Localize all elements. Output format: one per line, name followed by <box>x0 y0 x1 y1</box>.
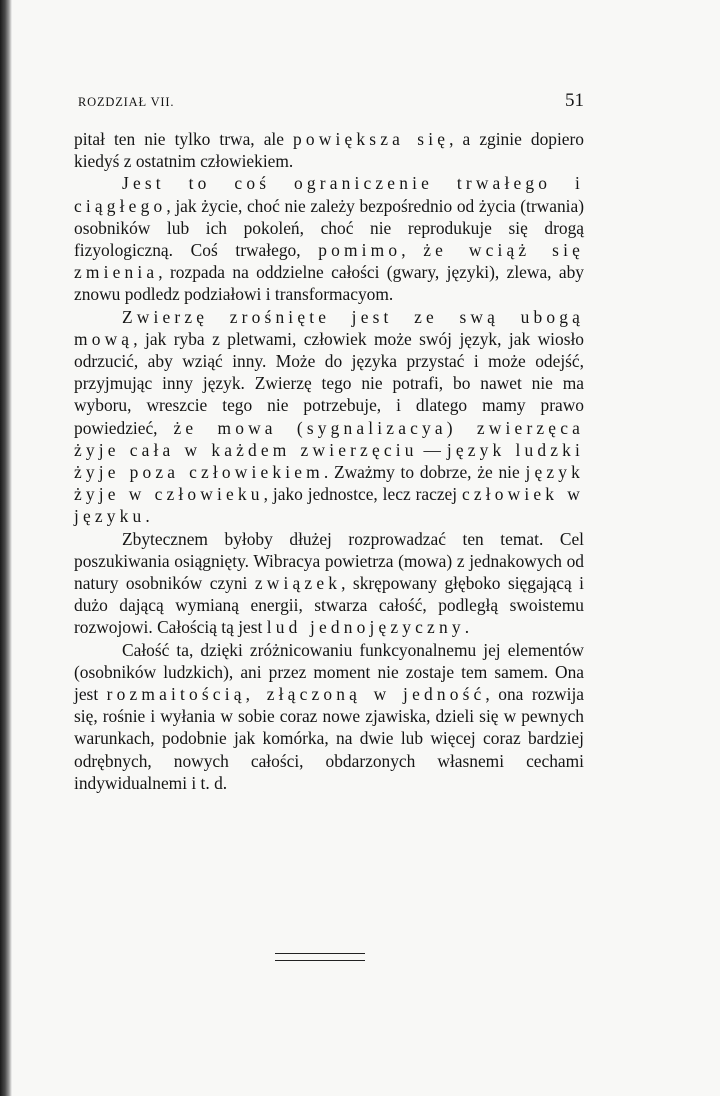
spaced-emphasis: że mowa (sygnalizacya) zwierzęca żyje cała w każdem zwierzęciu <box>74 417 584 460</box>
spaced-emphasis: powiększa się <box>293 129 450 149</box>
spaced-emphasis: Jest to coś ograniczenie trwałego i ciągłego <box>74 173 584 216</box>
paragraph-4 <box>74 528 584 639</box>
page-header <box>78 90 584 112</box>
spaced-emphasis: język żyje w człowieku <box>74 462 585 505</box>
text-run: , <box>401 240 424 261</box>
body-text <box>74 128 584 794</box>
paragraph-5 <box>74 639 584 794</box>
text-run: , ona rozwija się, rośnie i wyłania w sobie coraz nowe zjawiska, dzieli się w pewnych warunkach, podobnie jak komórka, na dwie lub więcej coraz bardziej odrębnych, nowych całości, obdarzonych własnemi cechami indywidualnemi i t. d. <box>74 684 584 793</box>
page-number: 51 <box>565 90 584 111</box>
text-run: Całość ta, dzięki zróżnicowaniu funkcyonalnemu jej elementów (osobników ludzkich), ani przez moment nie zostaje tem samem. Ona jest <box>74 639 584 705</box>
paragraph-2 <box>74 172 584 305</box>
text-run: . <box>145 506 150 527</box>
text-run: pitał ten nie tylko trwa, ale <box>74 129 294 149</box>
paragraph-1 <box>74 128 584 172</box>
spaced-emphasis: język ludzki żyje poza człowiekiem <box>74 439 584 483</box>
text-run: , jak życie, choć nie zależy bezpośrednio od życia (trwania) osobników lub ich pokoleń, choć nie reprodukuje się drogą fizyologiczną. Coś trwałego, <box>74 195 584 261</box>
spaced-emphasis: pomimo <box>318 240 402 261</box>
text-run: Zbytecznem byłoby dłużej rozprowadzać ten temat. Cel poszukiwania osiągnięty. Wibracya powietrza (mowa) z jednakowych od natury osobników czyni <box>74 528 584 594</box>
spaced-emphasis: człowiek w języku <box>74 484 585 527</box>
text-run: , jak ryba z pletwami, człowiek może swój język, jak wiosło odrzucić, aby wziąć inny. Może do języka przystać i może odejść, przyjmując inny język. Zwierzę tego nie potrafi, bo nawet nie ma wyboru, wreszcie tego nie potrzebuje, i dlatego mamy prawo powiedzieć, <box>74 328 584 438</box>
text-run: — <box>417 439 447 460</box>
spaced-emphasis: że wciąż się zmienia <box>74 240 584 283</box>
text-run: . <box>464 617 470 638</box>
text-run: . Zważmy to dobrze, że nie <box>323 462 526 483</box>
spaced-emphasis: lud jednojęzyczny <box>266 617 465 638</box>
closing-rule-top <box>275 953 365 954</box>
text-run: , jako jednostce, lecz raczej <box>263 484 462 505</box>
spaced-emphasis: Zwierzę zrośnięte jest ze swą ubogą mową <box>74 306 584 349</box>
text-run: , skrępowany głęboko sięgającą i dużo dającą wymianą energii, stwarza całość, podległą swoistemu rozwojowi. Całością tą jest <box>74 573 584 638</box>
paragraph-3 <box>74 306 584 528</box>
running-head: ROZDZIAŁ VII. <box>78 95 175 109</box>
spaced-emphasis: związek <box>254 573 342 594</box>
text-run: , rozpada na oddzielne całości (gwary, języki), zlewa, aby znowu podledz podziałowi i transformacyom. <box>74 262 584 305</box>
closing-rule-bottom <box>275 960 365 961</box>
spaced-emphasis: rozmaitością, złączoną w jedność <box>106 684 486 705</box>
page-binding-edge <box>0 0 12 1096</box>
text-run: , a zginie dopiero kiedyś z ostatnim człowiekiem. <box>74 129 584 172</box>
